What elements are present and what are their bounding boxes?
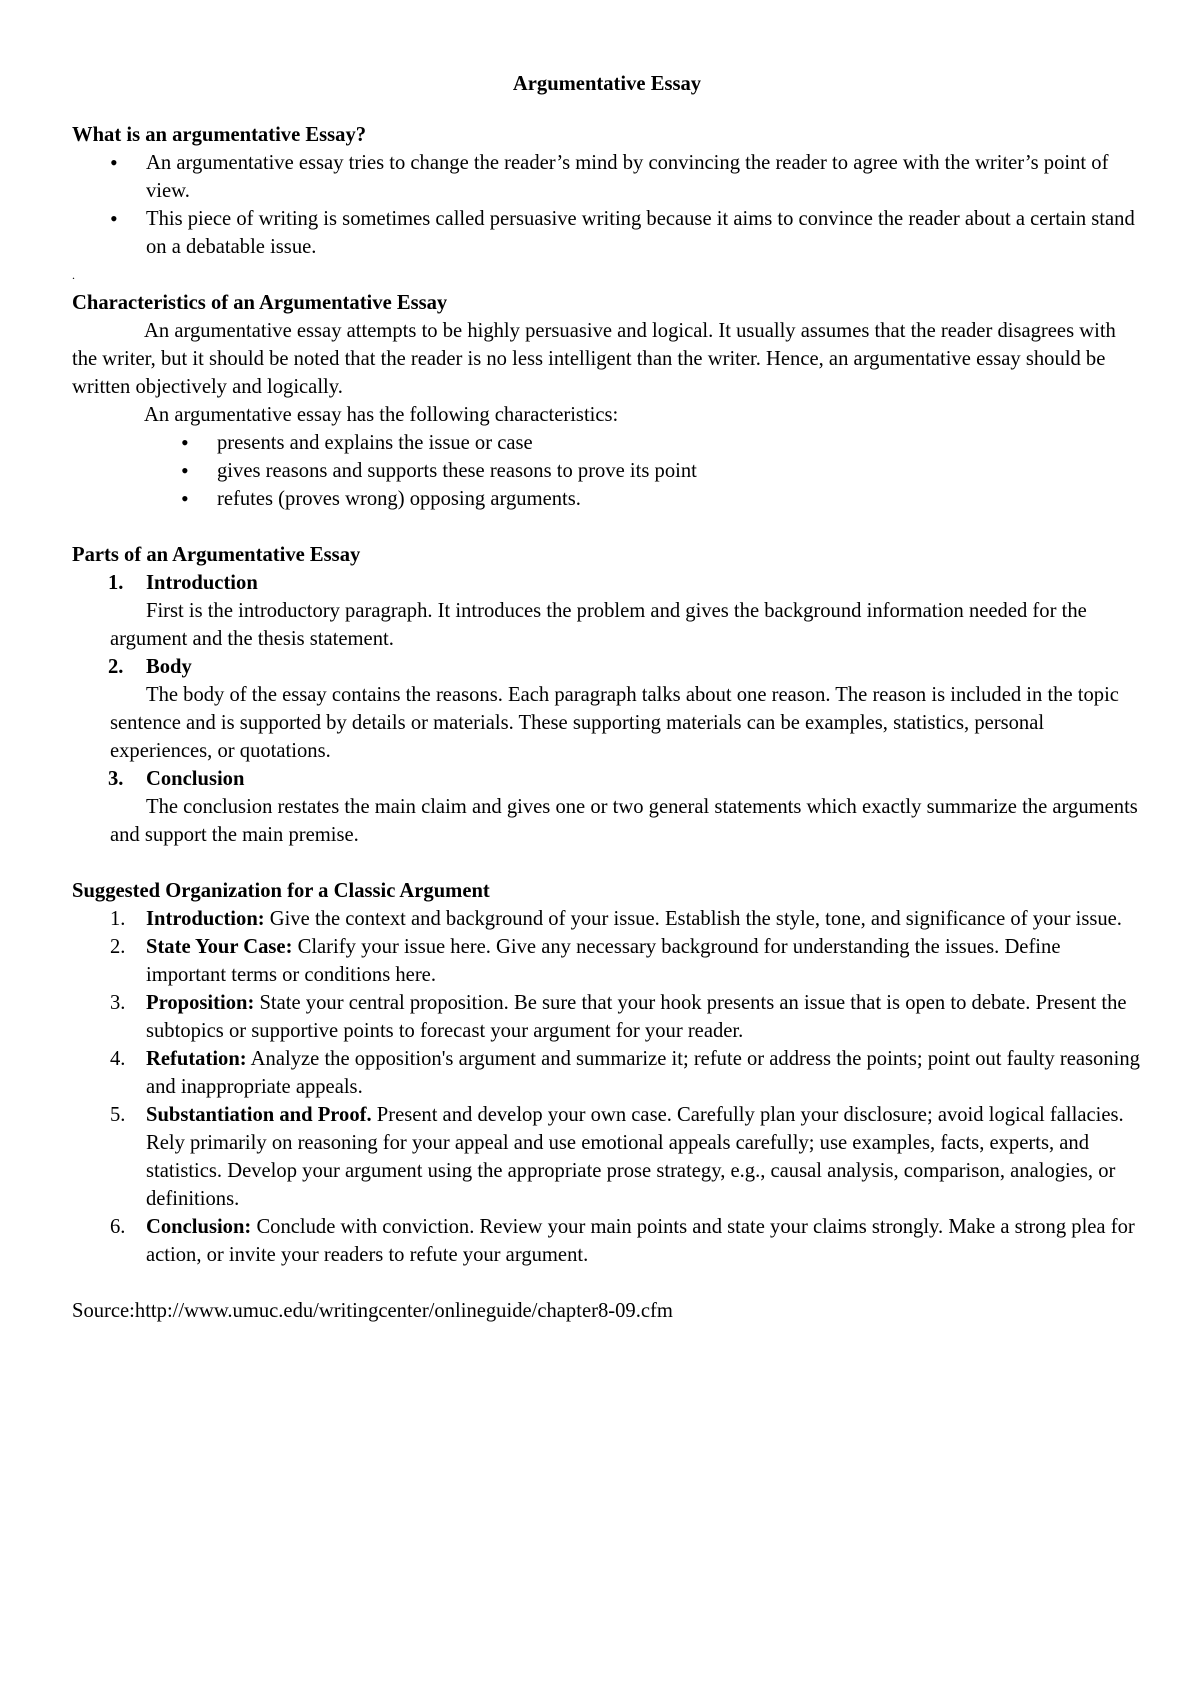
part-title: Introduction (146, 572, 258, 594)
item-term: Proposition: (146, 992, 255, 1014)
item-term: State Your Case: (146, 936, 293, 958)
list-item (72, 205, 1142, 261)
list-item (72, 429, 1142, 457)
document-title: Argumentative Essay (512, 73, 702, 95)
section-heading-organization: Suggested Organization for a Classic Argument (72, 880, 490, 902)
list-item (72, 989, 1142, 1045)
item-text: Conclude with conviction. Review your main points and state your claims strongly. Make a strong plea for action, or invite your readers to refute your argument. (146, 1216, 1135, 1266)
section-heading-what-is: What is an argumentative Essay? (72, 124, 367, 146)
list-item (72, 653, 1142, 765)
bullet-icon: • (110, 206, 118, 231)
section-spacer (72, 1269, 1142, 1297)
item-number: 3. (110, 992, 126, 1014)
section-heading-characteristics: Characteristics of an Argumentative Essay (72, 292, 448, 314)
part-title: Body (146, 656, 192, 678)
item-number: 4. (110, 1048, 126, 1070)
parts-list (72, 569, 1142, 849)
list-item (72, 457, 1142, 485)
item-text: Give the context and background of your issue. Establish the style, tone, and significance of your issue. (264, 908, 1122, 930)
list-item (72, 569, 1142, 653)
list-item (72, 933, 1142, 989)
item-term: Conclusion: (146, 1216, 252, 1238)
characteristics-paragraph: An argumentative essay attempts to be highly persuasive and logical. It usually assumes that the reader disagrees with the writer, but it should be noted that the reader is no less intelligent than the writer. Hence, an argumentative essay should be written objectively and logically. (72, 320, 1116, 398)
item-number: 1. (108, 572, 124, 594)
item-term: Introduction: (146, 908, 265, 930)
stray-mark: . (72, 268, 75, 282)
section-spacer (72, 513, 1142, 541)
item-number: 1. (110, 908, 126, 930)
bullet-icon: • (110, 150, 118, 175)
item-number: 5. (110, 1104, 126, 1126)
item-number: 6. (110, 1216, 126, 1238)
part-title: Conclusion (146, 768, 245, 790)
section-heading-parts: Parts of an Argumentative Essay (72, 544, 361, 566)
list-item (72, 905, 1142, 933)
item-term: Refutation: (146, 1048, 247, 1070)
item-text: Present and develop your own case. Carefully plan your disclosure; avoid logical fallacies. Rely primarily on reasoning for your appeal and use emotional appeals carefully; use examples, facts, experts, and statistics. Develop your argument using the appropriate prose strategy, e.g., causal analysis, comparison, analogies, or definitions. (146, 1104, 1124, 1210)
bullet-text: presents and explains the issue or case (217, 432, 533, 454)
bullet-icon: • (181, 486, 189, 511)
part-text: The body of the essay contains the reasons. Each paragraph talks about one reason. The reason is included in the topic sentence and is supported by details or materials. These supporting materials can be examples, statistics, personal experiences, or quotations. (110, 684, 1119, 762)
item-number: 2. (110, 936, 126, 958)
bullet-icon: • (181, 430, 189, 455)
organization-list (72, 905, 1142, 1269)
list-item (72, 1213, 1142, 1269)
list-item (72, 485, 1142, 513)
list-item (72, 1045, 1142, 1101)
list-item (72, 1101, 1142, 1213)
bullet-icon: • (181, 458, 189, 483)
source-citation: Source:http://www.umuc.edu/writingcenter/onlineguide/chapter8-09.cfm (72, 1300, 673, 1322)
list-item (72, 765, 1142, 849)
item-number: 3. (108, 768, 124, 790)
item-text: Clarify your issue here. Give any necessary background for understanding the issues. Define important terms or conditions here. (146, 936, 1061, 986)
bullet-text: An argumentative essay tries to change the reader’s mind by convincing the reader to agree with the writer’s point of view. (146, 152, 1109, 202)
document-page (72, 70, 1142, 1325)
bullet-text: This piece of writing is sometimes called persuasive writing because it aims to convince the reader about a certain stand on a debatable issue. (146, 208, 1135, 258)
part-text: The conclusion restates the main claim and gives one or two general statements which exactly summarize the arguments and support the main premise. (110, 796, 1138, 846)
item-number: 2. (108, 656, 124, 678)
bullet-text: gives reasons and supports these reasons to prove its point (217, 460, 697, 482)
item-text: State your central proposition. Be sure that your hook presents an issue that is open to debate. Present the subtopics or supportive points to forecast your argument for your reader. (146, 992, 1127, 1042)
part-text: First is the introductory paragraph. It introduces the problem and gives the background information needed for the argument and the thesis statement. (110, 600, 1087, 650)
section-spacer (72, 849, 1142, 877)
characteristics-intro: An argumentative essay has the following characteristics: (144, 404, 619, 426)
list-item (72, 149, 1142, 205)
characteristics-bullet-list (72, 429, 1142, 513)
item-term: Substantiation and Proof. (146, 1104, 372, 1126)
item-text: Analyze the opposition's argument and summarize it; refute or address the points; point out faulty reasoning and inappropriate appeals. (146, 1048, 1140, 1098)
bullet-text: refutes (proves wrong) opposing arguments. (217, 488, 581, 510)
what-is-bullet-list (72, 149, 1142, 261)
